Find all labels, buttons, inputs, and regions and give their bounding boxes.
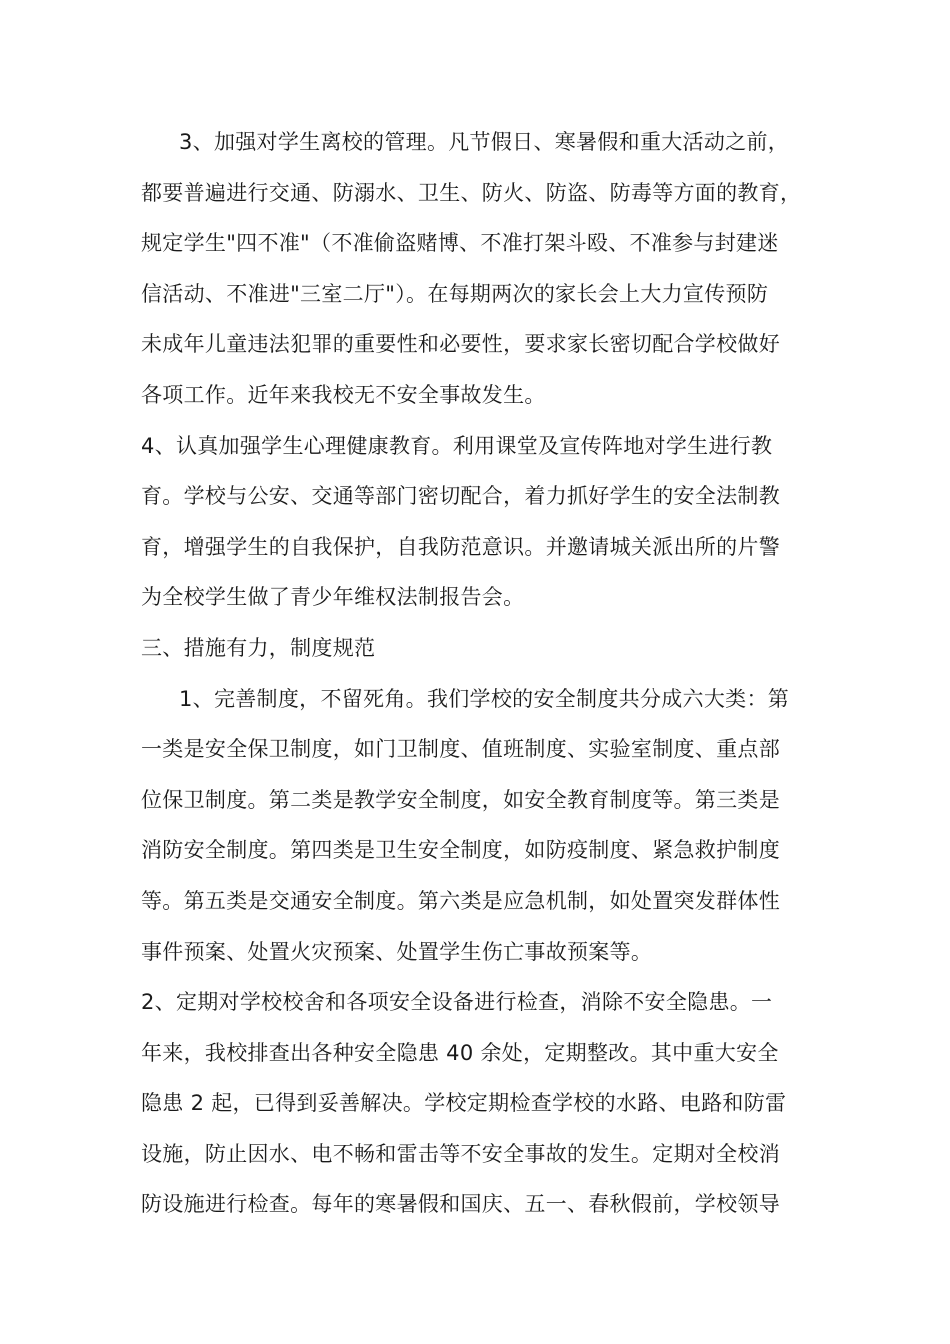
text-line: 一类是安全保卫制度，如门卫制度、值班制度、实验室制度、重点部 <box>141 737 780 762</box>
text-line: 信活动、不准进"三室二厅"）。在每期两次的家长会上大力宣传预防 <box>141 281 769 306</box>
text-line: 位保卫制度。第二类是教学安全制度，如安全教育制度等。第三类是 <box>141 787 780 812</box>
text-line: 消防安全制度。第四类是卫生安全制度，如防疫制度、紧急救护制度 <box>141 838 780 863</box>
text-line: 3、加强对学生离校的管理。凡节假日、寒暑假和重大活动之前， <box>179 130 790 154</box>
text-line: 育，增强学生的自我保护，自我防范意识。并邀请城关派出所的片警 <box>141 534 780 559</box>
text-line: 2、定期对学校校舍和各项安全设备进行检查，消除不安全隐患。一 <box>141 990 773 1015</box>
text-line: 隐患 2 起，已得到妥善解决。学校定期检查学校的水路、电路和防雷 <box>141 1091 787 1116</box>
text-line: 4、认真加强学生心理健康教育。利用课堂及宣传阵地对学生进行教 <box>141 433 773 458</box>
text-line: 规定学生"四不准"（不准偷盗赌博、不准打架斗殴、不准参与封建迷 <box>141 231 779 256</box>
text-line: 为全校学生做了青少年维权法制报告会。 <box>141 585 525 610</box>
text-line: 都要普遍进行交通、防溺水、卫生、防火、防盗、防毒等方面的教育， <box>141 180 802 205</box>
document-body <box>141 117 831 1230</box>
text-line: 未成年儿童违法犯罪的重要性和必要性，要求家长密切配合学校做好 <box>141 332 780 357</box>
text-line: 各项工作。近年来我校无不安全事故发生。 <box>141 382 546 407</box>
text-line: 设施，防止因水、电不畅和雷击等不安全事故的发生。定期对全校消 <box>141 1141 780 1166</box>
text-line: 育。学校与公安、交通等部门密切配合，着力抓好学生的安全法制教 <box>141 484 780 509</box>
section-heading: 三、措施有力，制度规范 <box>141 635 376 660</box>
text-line: 等。第五类是交通安全制度。第六类是应急机制，如处置突发群体性 <box>141 888 780 913</box>
text-line: 事件预案、处置火灾预案、处置学生伤亡事故预案等。 <box>141 939 653 964</box>
text-line: 防设施进行检查。每年的寒暑假和国庆、五一、春秋假前，学校领导 <box>141 1192 780 1217</box>
text-line: 年来，我校排查出各种安全隐患 40 余处，定期整改。其中重大安全 <box>141 1040 779 1065</box>
text-line: 1、完善制度，不留死角。我们学校的安全制度共分成六大类：第 <box>179 686 790 711</box>
